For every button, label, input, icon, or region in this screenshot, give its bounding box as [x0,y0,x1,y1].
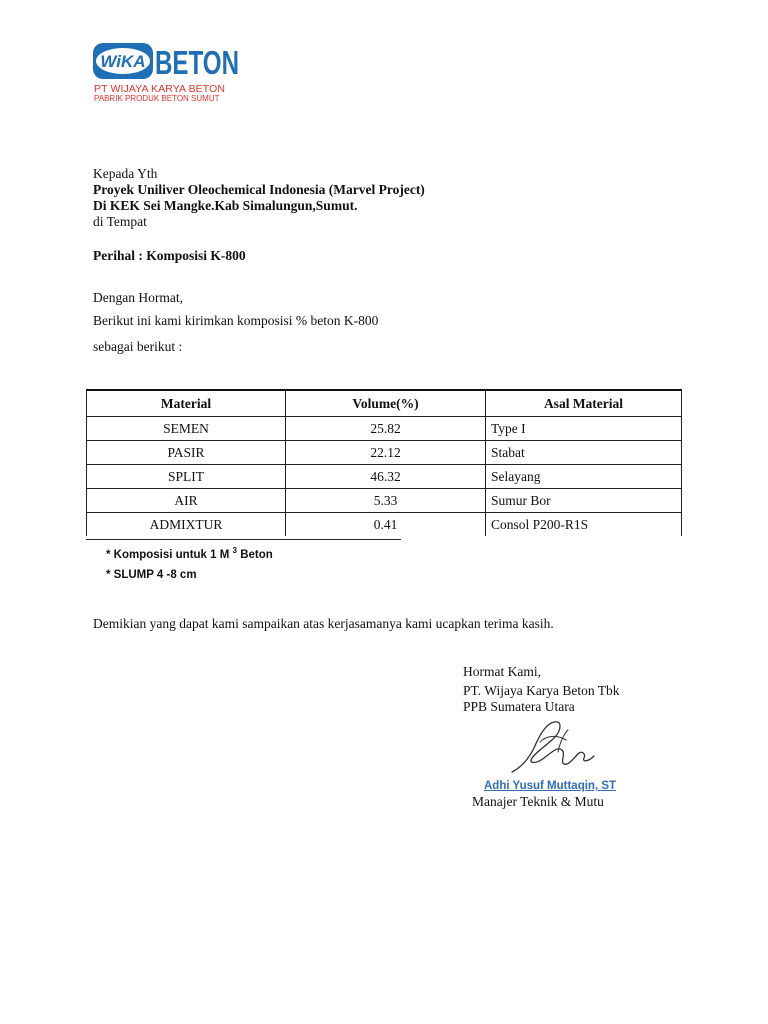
note-composition-text: * Komposisi untuk 1 M [106,548,230,561]
note-slump: * SLUMP 4 -8 cm [106,569,197,581]
note-composition-superscript: 3 [232,546,237,555]
note-composition [106,546,273,561]
table-row [87,417,682,441]
cell-material: SEMEN [87,417,286,441]
intro-line-2: sebagai berikut : [93,339,183,354]
table-row [87,441,682,465]
cell-volume: 0.41 [286,513,486,537]
header-volume: Volume(%) [286,390,486,417]
note-composition-suffix: Beton [240,548,273,561]
cell-origin: Selayang [486,465,682,489]
letter-subject: Perihal : Komposisi K-800 [93,248,246,263]
signature-unit: PPB Sumatera Utara [463,699,575,714]
table-bottom-rule [86,539,401,540]
cell-volume: 5.33 [286,489,486,513]
cell-material: ADMIXTUR [87,513,286,537]
signature-regards: Hormat Kami, [463,664,541,679]
table-row [87,489,682,513]
table-header-row [87,390,682,417]
intro-line-1: Berikut ini kami kirimkan komposisi % beton K-800 [93,313,379,328]
cell-origin: Sumur Bor [486,489,682,513]
header-origin: Asal Material [486,390,682,417]
cell-material: AIR [87,489,286,513]
cell-volume: 46.32 [286,465,486,489]
cell-volume: 22.12 [286,441,486,465]
cell-material: SPLIT [87,465,286,489]
recipient-to: Kepada Yth [93,166,158,181]
cell-origin: Consol P200-R1S [486,513,682,537]
handwritten-signature [506,712,616,780]
logo-brand-text: BETON [155,44,239,81]
table-row [87,513,682,537]
cell-origin: Stabat [486,441,682,465]
composition-table [86,389,682,536]
signatory-name: Adhi Yusuf Muttaqin, ST [484,780,617,792]
closing-sentence: Demikian yang dapat kami sampaikan atas kerjasamanya kami ucapkan terima kasih. [93,616,554,631]
company-logo [93,41,241,81]
signatory-title: Manajer Teknik & Mutu [472,794,604,809]
recipient-place: di Tempat [93,214,147,229]
signature-scribble [506,712,616,780]
logo-mark-text: WiKA [100,52,146,71]
signature-company: PT. Wijaya Karya Beton Tbk [463,683,620,698]
header-material: Material [87,390,286,417]
cell-origin: Type I [486,417,682,441]
table-row [87,465,682,489]
logo-factory-line: PABRIK PRODUK BETON SUMUT [94,94,220,103]
recipient-project: Proyek Uniliver Oleochemical Indonesia (Marvel Project) [93,182,425,197]
wika-beton-logo-graphic [93,41,241,81]
cell-volume: 25.82 [286,417,486,441]
letter-greeting: Dengan Hormat, [93,290,183,305]
recipient-location: Di KEK Sei Mangke.Kab Simalungun,Sumut. [93,198,358,213]
cell-material: PASIR [87,441,286,465]
logo-company-line: PT WIJAYA KARYA BETON [94,83,226,95]
